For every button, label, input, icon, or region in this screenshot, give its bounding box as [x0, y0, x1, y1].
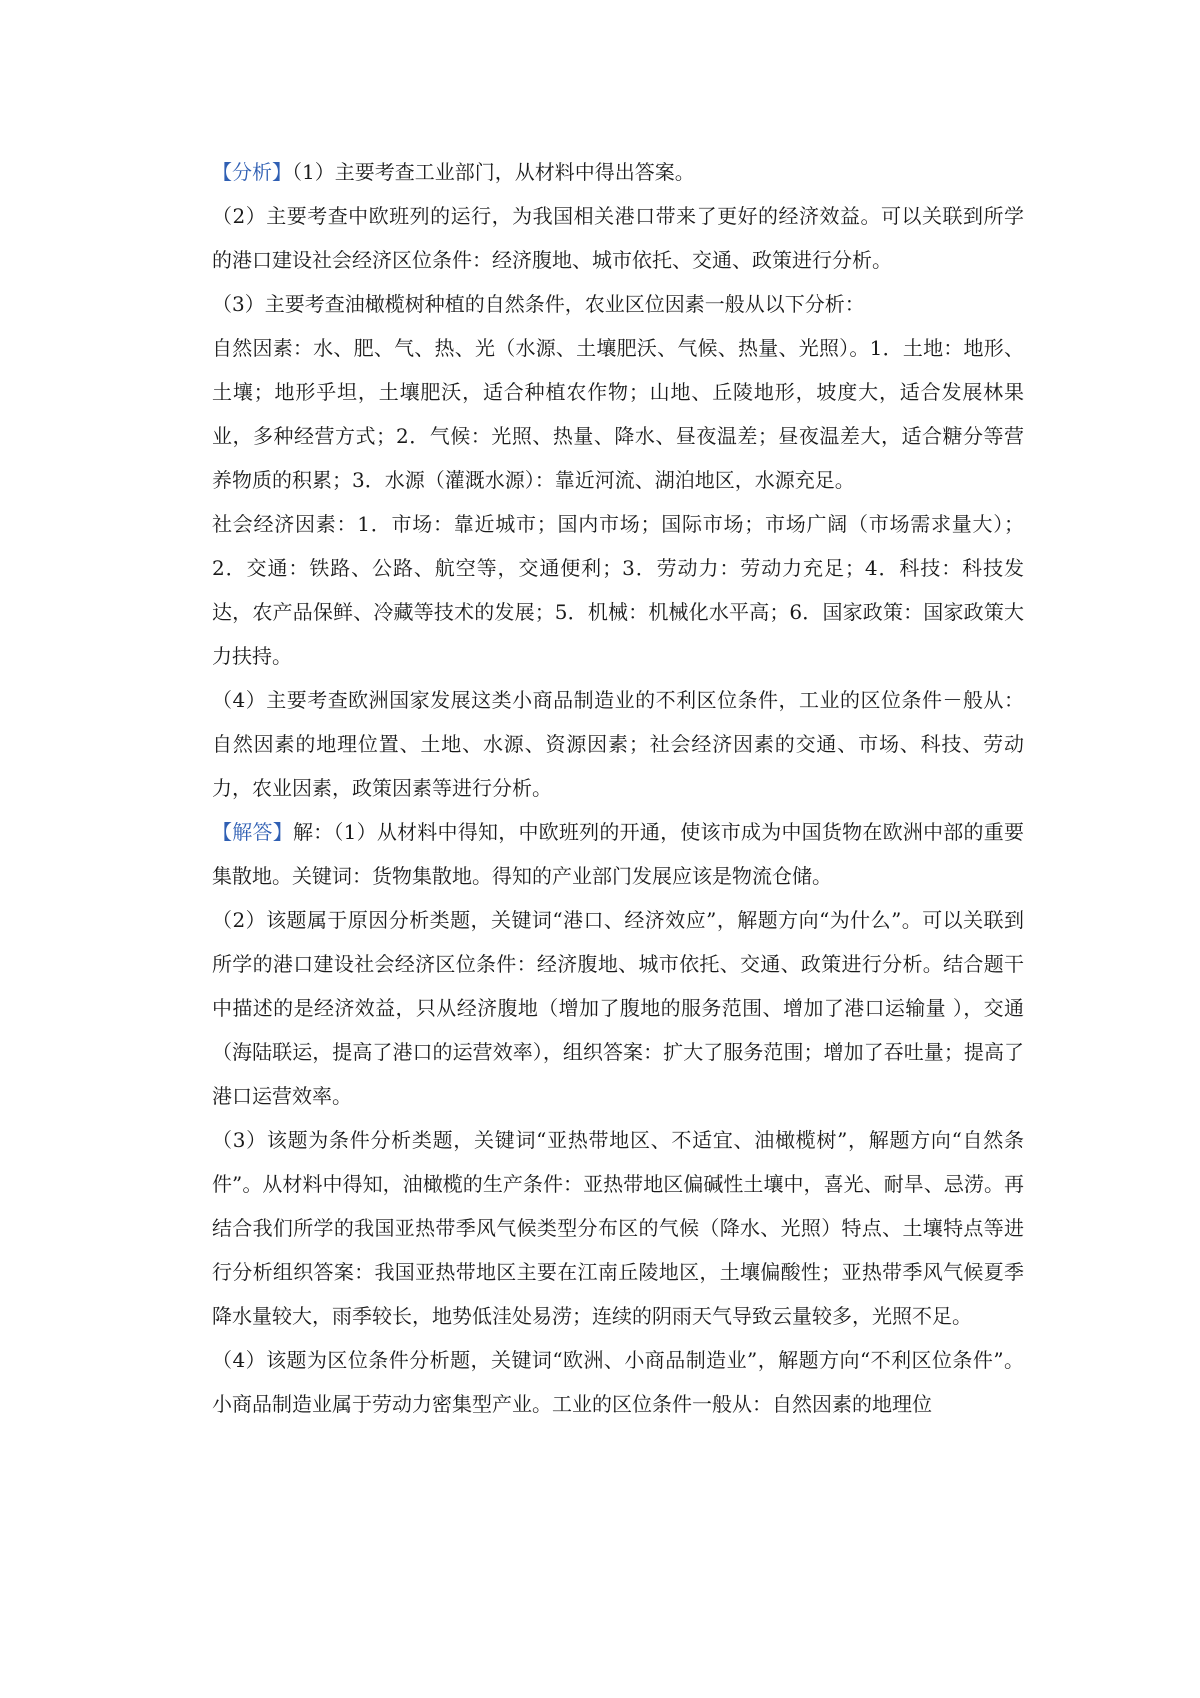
- analysis-paragraph-3: （3）主要考查油橄榄树种植的自然条件，农业区位因素一般从以下分析：: [212, 292, 865, 316]
- answer-tag: 【解答】: [212, 820, 293, 844]
- answer-paragraph-2: （2）该题属于原因分析类题，关键词“港口、经济效应”，解题方向“为什么”。可以关联到所学的港口建设社会经济区位条件：经济腹地、城市依托、交通、政策进行分析。结合题干中描述的是经济效益，只从经济腹地（增加了腹地的服务范围、增加了港口运输量 ），交通（海陆联运，提高了港口的运营效率），组织答案：扩大了服务范围；增加了吞吐量；提高了港口运营效率。: [212, 908, 1024, 1108]
- analysis-paragraph-1: [212, 150, 1024, 194]
- answer-text-1: 解：（1）从材料中得知，中欧班列的开通，使该市成为中国货物在欧洲中部的重要集散地。关键词：货物集散地。得知的产业部门发展应该是物流仓储。: [212, 820, 1025, 888]
- answer-paragraph-3: （3）该题为条件分析类题，关键词“亚热带地区、不适宜、油橄榄树”，解题方向“自然条件”。从材料中得知，油橄榄的生产条件：亚热带地区偏碱性土壤中，喜光、耐旱、忌涝。再结合我们所学的我国亚热带季风气候类型分布区的气候（降水、光照）特点、土壤特点等进行分析组织答案：我国亚热带地区主要在江南丘陵地区，土壤偏酸性；亚热带季风气候夏季降水量较大，雨季较长，地势低洼处易涝；连续的阴雨天气导致云量较多，光照不足。: [212, 1128, 1024, 1328]
- analysis-paragraph-2: （2）主要考查中欧班列的运行，为我国相关港口带来了更好的经济效益。可以关联到所学的港口建设社会经济区位条件：经济腹地、城市依托、交通、政策进行分析。: [212, 204, 1024, 272]
- document-content: [212, 150, 1024, 1426]
- answer-paragraph-4: （4）该题为区位条件分析题，关键词“欧洲、小商品制造业”，解题方向“不利区位条件”。小商品制造业属于劳动力密集型产业。工业的区位条件一般从：自然因素的地理位: [212, 1348, 1024, 1416]
- analysis-paragraph-6: （4）主要考查欧洲国家发展这类小商品制造业的不利区位条件，工业的区位条件－般从：自然因素的地理位置、土地、水源、资源因素；社会经济因素的交通、市场、科技、劳动力，农业因素，政策因素等进行分析。: [212, 688, 1024, 800]
- analysis-paragraph-4: 自然因素：水、肥、气、热、光（水源、土壤肥沃、气候、热量、光照）。1．土地：地形、土壤；地形乎坦，土壤肥沃，适合种植农作物；山地、丘陵地形，坡度大，适合发展林果业，多种经营方式；2．气候：光照、热量、降水、昼夜温差；昼夜温差大，适合糖分等营养物质的积累；3．水源（灌溉水源）：靠近河流、湖泊地区，水源充足。: [212, 336, 1024, 492]
- analysis-text-1: （1）主要考查工业部门，从材料中得出答案。: [292, 160, 695, 184]
- analysis-tag: 【分析】: [212, 160, 292, 184]
- answer-paragraph-1: [212, 810, 1024, 898]
- analysis-paragraph-5: 社会经济因素：1．市场：靠近城市；国内市场；国际市场；市场广阔（市场需求量大）；2．交通：铁路、公路、航空等，交通便利；3．劳动力：劳动力充足；4．科技：科技发达，农产品保鲜、冷藏等技术的发展；5．机械：机械化水平高；6．国家政策：国家政策大力扶持。: [212, 512, 1024, 668]
